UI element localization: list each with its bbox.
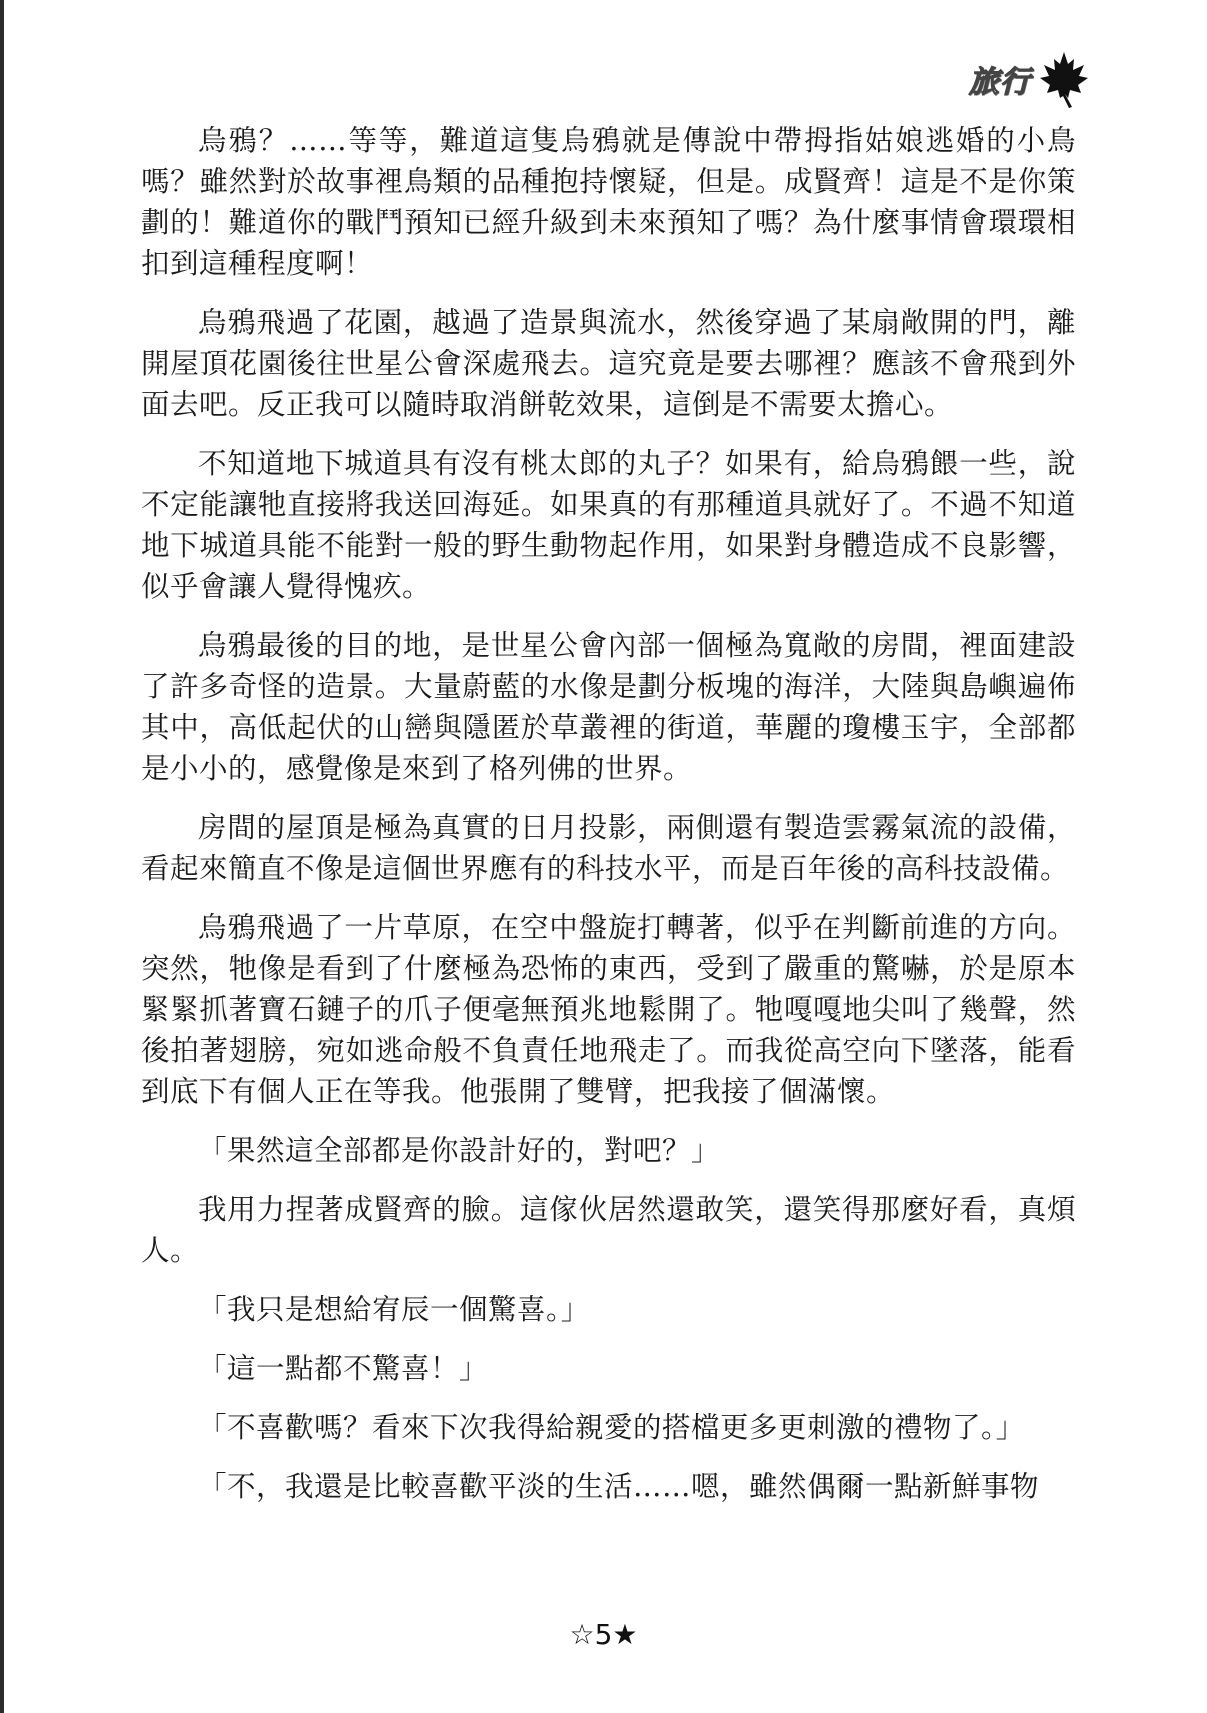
dialogue-line: 「不喜歡嗎？看來下次我得給親愛的搭檔更多更刺激的禮物了。」 bbox=[198, 1411, 1025, 1444]
header-title: 旅行 bbox=[969, 65, 1031, 100]
running-header bbox=[969, 50, 1089, 108]
paragraph: 烏鴉最後的目的地，是世星公會內部一個極為寬敞的房間，裡面建設了許多奇怪的造景。大量蔚藍的水像是劃分板塊的海洋，大陸與島嶼遍佈其中，高低起伏的山巒與隱匿於草叢裡的街道，華麗的瓊樓玉宇，全部都是小小的，感覺像是來到了格列佛的世界。 bbox=[141, 629, 1076, 785]
paragraph: 我用力捏著成賢齊的臉。這傢伙居然還敢笑，還笑得那麼好看，真煩人。 bbox=[141, 1193, 1076, 1267]
dialogue-line: 「這一點都不驚喜！」 bbox=[198, 1352, 489, 1385]
paragraph: 房間的屋頂是極為真實的日月投影，兩側還有製造雲霧氣流的設備，看起來簡直不像是這個世界應有的科技水平，而是百年後的高科技設備。 bbox=[141, 811, 1076, 885]
page-number: ☆5★ bbox=[569, 1618, 638, 1651]
dialogue-line: 「我只是想給宥辰一個驚喜。」 bbox=[198, 1293, 590, 1326]
dialogue-line: 「果然這全部都是你設計好的，對吧？」 bbox=[198, 1134, 721, 1167]
paragraph: 烏鴉飛過了一片草原，在空中盤旋打轉著，似乎在判斷前進的方向。突然，牠像是看到了什麼極為恐怖的東西，受到了嚴重的驚嚇，於是原本緊緊抓著寶石鏈子的爪子便毫無預兆地鬆開了。牠嘎嘎地尖叫了幾聲，然後拍著翅膀，宛如逃命般不負責任地飛走了。而我從高空向下墜落，能看到底下有個人正在等我。他張開了雙臂，把我接了個滿懷。 bbox=[141, 911, 1076, 1108]
paragraph: 不知道地下城道具有沒有桃太郎的丸子？如果有，給烏鴉餵一些，說不定能讓牠直接將我送回海延。如果真的有那種道具就好了。不過不知道地下城道具能不能對一般的野生動物起作用，如果對身體造成不良影響，似乎會讓人覺得愧疚。 bbox=[141, 447, 1076, 603]
dialogue-line: 「不，我還是比較喜歡平淡的生活……嗯，雖然偶爾一點新鮮事物 bbox=[198, 1470, 1040, 1503]
chapter-text bbox=[141, 120, 1076, 1525]
paragraph: 烏鴉飛過了花園，越過了造景與流水，然後穿過了某扇敞開的門，離開屋頂花園後往世星公會深處飛去。這究竟是要去哪裡？應該不會飛到外面去吧。反正我可以隨時取消餅乾效果，這倒是不需要太擔心。 bbox=[141, 306, 1076, 421]
page-edge bbox=[0, 0, 4, 1713]
maple-leaf-icon bbox=[1039, 50, 1089, 108]
paragraph: 烏鴉？……等等，難道這隻烏鴉就是傳說中帶拇指姑娘逃婚的小鳥嗎？雖然對於故事裡鳥類的品種抱持懷疑，但是。成賢齊！這是不是你策劃的！難道你的戰鬥預知已經升級到未來預知了嗎？為什麼事情會環環相扣到這種程度啊！ bbox=[141, 124, 1076, 280]
